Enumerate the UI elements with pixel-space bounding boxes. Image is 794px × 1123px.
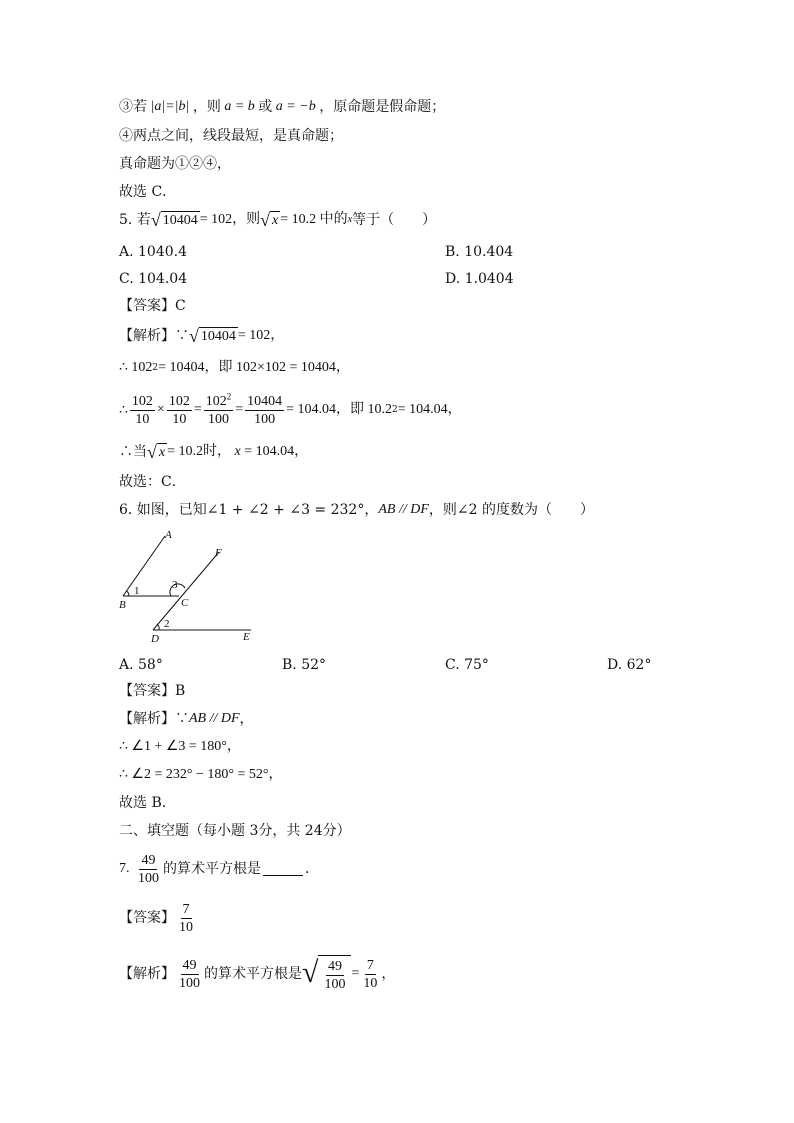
sqrt-expr: √ 10404 xyxy=(150,210,198,230)
explanation-5-line2: ∴ 102 2 = 10404，即 102×102 = 10404， xyxy=(119,360,350,375)
label-d: D xyxy=(151,633,159,645)
q5-option-c[interactable]: C. 104.04 xyxy=(119,271,188,287)
label-f: F xyxy=(215,547,222,559)
explanation-7: 【解析】 $\frac{49}{100}$ 的算术平方根是 √ $\frac{49}{100}$ = $\frac{7}{10}$ ， xyxy=(119,956,396,992)
line-option3: ③若 |a|=|b| ，则 a = b 或 a = −b ，原命题是假命题； xyxy=(119,99,446,115)
label-c: C xyxy=(181,597,189,609)
label-b: B xyxy=(119,599,126,611)
q5-option-a[interactable]: A. 1040.4 xyxy=(119,244,187,260)
explanation-5-line4: ∴当 √ x = 10.2时， x = 104.04， xyxy=(119,442,309,462)
line-choice: 故选 C． xyxy=(119,184,177,200)
abs-expr: |a|=|b| xyxy=(147,99,193,114)
question-6: 6. 如图，已知∠1 + ∠2 + ∠3 = 232°， AB // DF ，则∠2 的度数为（ ） xyxy=(119,502,594,518)
section-2-heading: 二、填空题（每小题 3分，共 24分） xyxy=(119,823,351,839)
explanation-5-line5: 故选：C． xyxy=(119,474,186,490)
explanation-6-line4: 故选 B． xyxy=(119,795,176,811)
label-angle-3: 3 xyxy=(172,579,178,591)
q6-option-d[interactable]: D. 62° xyxy=(607,657,652,673)
q5-option-d[interactable]: D. 1.0404 xyxy=(445,271,514,287)
line-true-props: 真命题为①②④， xyxy=(119,156,231,172)
label-a: A xyxy=(165,529,172,541)
q6-option-c[interactable]: C. 75° xyxy=(445,657,489,673)
q6-option-a[interactable]: A. 58° xyxy=(119,657,163,673)
line-ba xyxy=(123,536,165,596)
q5-option-b[interactable]: B. 10.404 xyxy=(445,244,514,260)
explanation-5: 【解析】∵ √ 10404 = 102， xyxy=(119,326,285,346)
explanation-6-line2: ∴ ∠1 + ∠3 = 180°， xyxy=(119,739,241,754)
answer-blank[interactable] xyxy=(263,863,303,876)
explanation-6-line3: ∴ ∠2 = 232° − 180° = 52°， xyxy=(119,767,283,782)
label-angle-1: 1 xyxy=(134,585,140,597)
label-angle-2: 2 xyxy=(164,618,170,630)
angle-2-arc xyxy=(157,624,159,630)
q6-option-b[interactable]: B. 52° xyxy=(282,657,327,673)
angle-1-arc xyxy=(127,591,130,596)
line-option4: ④两点之间，线段最短，是真命题； xyxy=(119,128,343,144)
geometry-figure xyxy=(115,528,265,646)
answer-6: 【答案】B xyxy=(119,683,186,699)
answer-5: 【答案】C xyxy=(119,298,186,314)
explanation-6: 【解析】∵ AB // DF ， xyxy=(119,711,254,727)
question-5: 5. 若 √ 10404 = 102，则 √ x = 10.2 中的 x 等于（ ） xyxy=(119,210,437,230)
line-df xyxy=(153,552,219,630)
explanation-5-line3: ∴ $\frac{102}{10}$ × $\frac{102}{10}$ = $\frac{102^2}{100}$ = $\frac{10404}{100}$ = 104.04，即 10.2 2 = 104.04， xyxy=(119,390,462,427)
label-e: E xyxy=(243,631,250,643)
answer-7: 【答案】 $\frac{7}{10}$ xyxy=(119,901,193,935)
question-7: 7. $\frac{49}{100}$ 的算术平方根是 ． xyxy=(119,852,319,886)
